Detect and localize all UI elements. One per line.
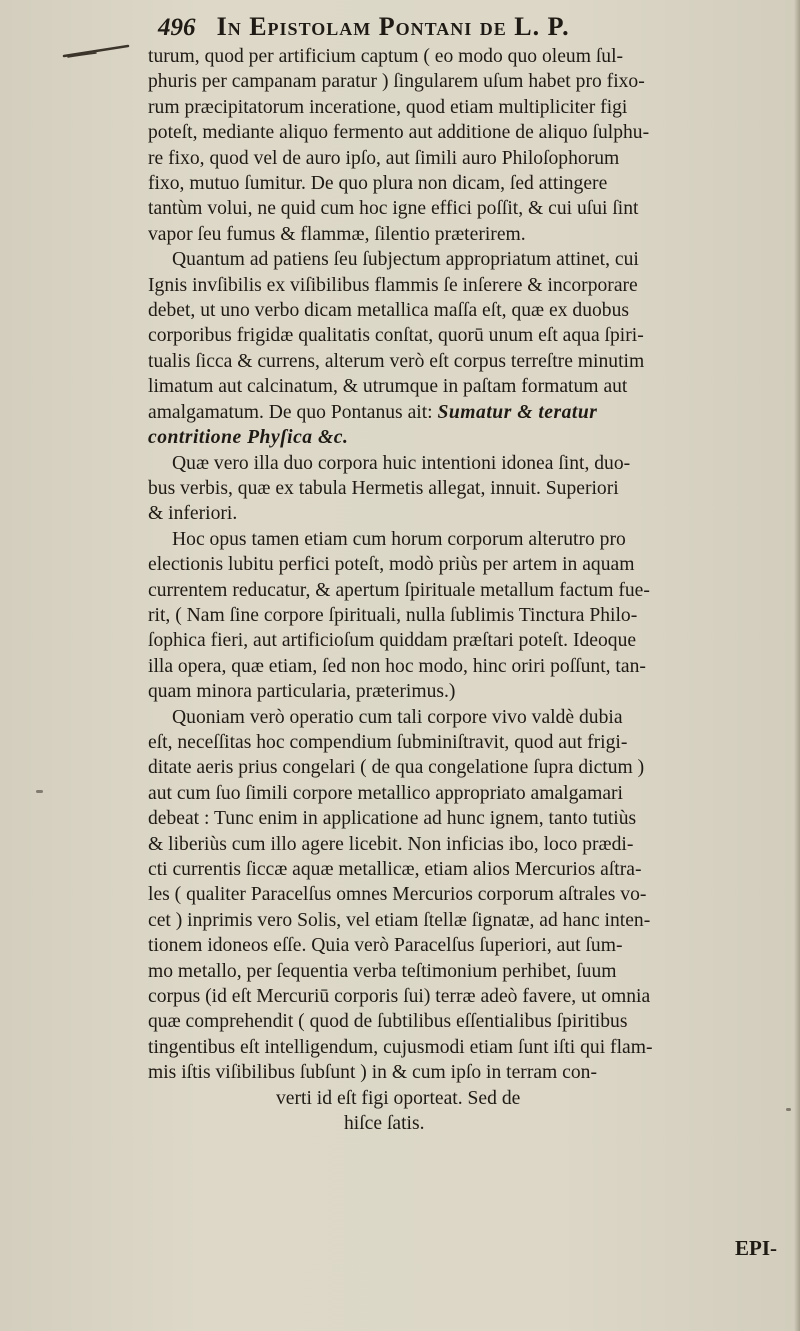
- text-line: debeat : Tunc enim in applicatione ad hunc ignem, tanto tutiùs: [148, 808, 637, 830]
- text-line: Ignis invſibilis ex viſibilibus flammis ſe inſerere & incorporare: [148, 274, 638, 296]
- text-line: les ( qualiter Paracelſus omnes Mercurios corporum aſtrales vo-: [148, 884, 647, 906]
- text-line: Quæ vero illa duo corpora huic intentioni idonea ſint, duo-: [172, 452, 631, 474]
- text-line: vapor ſeu fumus & flammæ, ſilentio præterirem.: [148, 223, 526, 245]
- page-number: 496: [158, 14, 196, 41]
- text-segment: amalgamatum. De quo Pontanus ait:: [148, 401, 433, 423]
- text-line: ſophica fieri, aut artificioſum quiddam præſtari poteſt. Ideoque: [148, 630, 637, 652]
- text-line: cet ) inprimis vero Solis, vel etiam ſtellæ ſignatæ, ad hanc inten-: [148, 909, 651, 931]
- text-line: [148, 400, 798, 425]
- text-line: corporibus frigidæ qualitatis conſtat, quorū unum eſt aqua ſpiri-: [148, 325, 644, 347]
- text-line: aut cum ſuo ſimili corpore metallico appropriato amalgamari: [148, 782, 623, 804]
- text-line: phuris per campanam paratur ) ſingularem uſum habet pro fixo-: [148, 71, 645, 93]
- text-line: quam minora particularia, præterimus.): [148, 681, 456, 703]
- text-line: limatum aut calcinatum, & utrumque in paſtam formatum aut: [148, 376, 628, 398]
- text-line: debet, ut uno verbo dicam metallica maſſa eſt, quæ ex duobus: [148, 300, 630, 322]
- text-line: currentem reducatur, & apertum ſpirituale metallum factum fue-: [148, 579, 650, 601]
- text-line: eſt, neceſſitas hoc compendium ſubminiſtravit, quod aut frigi-: [148, 731, 628, 753]
- text-line: mo metallo, per ſequentia verba teſtimonium perhibet, ſuum: [148, 960, 617, 982]
- text-line: Hoc opus tamen etiam cum horum corporum alterutro pro: [172, 528, 626, 550]
- text-line: rum præcipitatorum inceratione, quod etiam multipliciter figi: [148, 96, 628, 118]
- text-line: bus verbis, quæ ex tabula Hermetis allegat, innuit. Superiori: [148, 477, 619, 499]
- text-line: quæ comprehendit ( quod de ſubtilibus eſſentialibus ſpiritibus: [148, 1011, 628, 1033]
- pontanus-quote-continued: contritione Phyſica &c.: [148, 427, 349, 449]
- running-title: In Epistolam Pontani de L. P.: [216, 12, 570, 41]
- ink-speck: [36, 790, 43, 793]
- closing-line: verti id eſt figi oporteat. Sed de: [276, 1087, 521, 1109]
- text-line: tionem idoneos eſſe. Quia verò Paracelſus ſuperiori, aut ſum-: [148, 935, 623, 957]
- text-line: Quoniam verò operatio cum tali corpore vivo valdè dubia: [172, 706, 623, 728]
- text-line: mis iſtis viſibilibus ſubſunt ) in & cum ipſo in terram con-: [148, 1062, 597, 1084]
- pontanus-quote: Sumatur & teratur: [437, 401, 598, 423]
- text-line: illa opera, quæ etiam, ſed non hoc modo, hinc oriri poſſunt, tan-: [148, 655, 646, 677]
- body-text: [148, 44, 798, 1136]
- text-line: electionis lubitu perfici poteſt, modò priùs per artem in aquam: [148, 554, 635, 576]
- text-line: tingentibus eſt intelligendum, cujusmodi etiam ſunt iſti qui flam-: [148, 1036, 653, 1058]
- ink-speck: [786, 1108, 791, 1111]
- margin-mark: [62, 44, 132, 60]
- text-line: Quantum ad patiens ſeu ſubjectum appropriatum attinet, cui: [172, 249, 639, 271]
- text-line: & inferiori.: [148, 503, 238, 525]
- text-line: tualis ſicca & currens, alterum verò eſt corpus terreſtre minutim: [148, 350, 645, 372]
- text-line: corpus (id eſt Mercuriū corporis ſui) terræ adeò favere, ut omnia: [148, 986, 651, 1008]
- text-line: ditate aeris prius congelari ( de qua congelatione ſupra dictum ): [148, 757, 645, 779]
- text-line: poteſt, mediante aliquo fermento aut additione de aliquo ſulphu-: [148, 122, 650, 144]
- text-line: fixo, mutuo ſumitur. De quo plura non dicam, ſed attingere: [148, 173, 608, 195]
- text-line: tantùm volui, ne quid cum hoc igne effici poſſit, & cui uſui ſint: [148, 198, 639, 220]
- text-line: rit, ( Nam ſine corpore ſpirituali, nulla ſublimis Tinctura Philo-: [148, 604, 638, 626]
- text-line: turum, quod per artificium captum ( eo modo quo oleum ſul-: [148, 46, 624, 67]
- catchword: EPI-: [735, 1236, 777, 1260]
- text-line: re fixo, quod vel de auro ipſo, aut ſimili auro Philoſophorum: [148, 147, 620, 169]
- text-line: & liberiùs cum illo agere licebit. Non inficias ibo, loco prædi-: [148, 833, 634, 855]
- text-line: cti currentis ſiccæ aquæ metallicæ, etiam alios Mercurios aſtra-: [148, 859, 642, 880]
- closing-line: hiſce ſatis.: [344, 1113, 425, 1135]
- page-header: [158, 12, 778, 46]
